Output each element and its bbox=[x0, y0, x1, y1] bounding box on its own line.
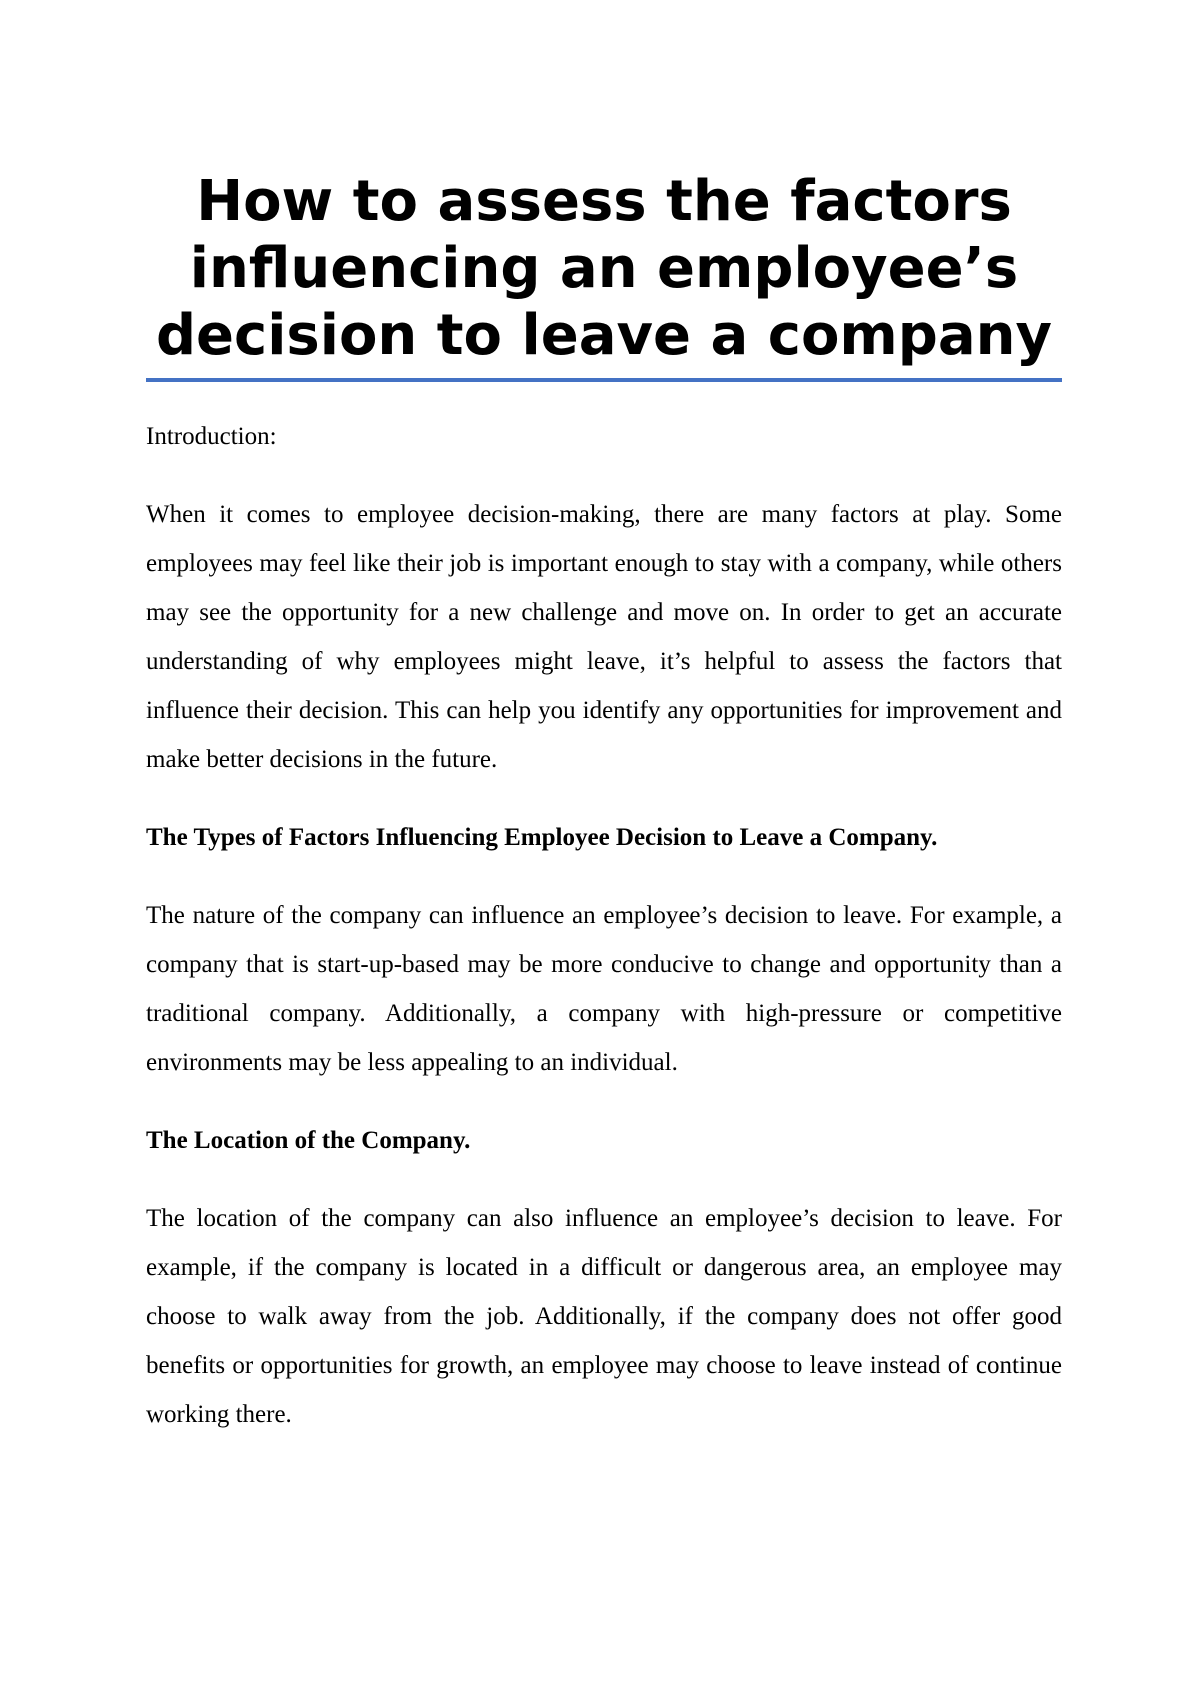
section-heading-location: The Location of the Company. bbox=[146, 1127, 471, 1154]
introduction-paragraph: When it comes to employee decision-making, there are many factors at play. Some employees may feel like their job is important enough to stay with a company, while others may see the opportunity for a new challenge and move on. In order to get an accurate understanding of why employees might leave, it’s helpful to assess the factors that influence their decision. This can help you identify any opportunities for improvement and make better decisions in the future. bbox=[146, 501, 1062, 773]
title-underline-rule bbox=[146, 378, 1062, 382]
document-content bbox=[146, 168, 1062, 1468]
section-heading-types-of-factors: The Types of Factors Influencing Employee Decision to Leave a Company. bbox=[146, 824, 938, 851]
document-title: How to assess the factors influencing an employee’s decision to leave a company bbox=[155, 169, 1053, 368]
introduction-label: Introduction: bbox=[146, 423, 277, 450]
section-paragraph-location: The location of the company can also influence an employee’s decision to leave. For example, if the company is located in a difficult or dangerous area, an employee may choose to walk away from the job. Additionally, if the company does not offer good benefits or opportunities for growth, an employee may choose to leave instead of continue working there. bbox=[146, 1205, 1062, 1428]
section-paragraph-types-of-factors: The nature of the company can influence an employee’s decision to leave. For example, a company that is start-up-based may be more conducive to change and opportunity than a traditional company. Additionally, a company with high-pressure or competitive environments may be less appealing to an individual. bbox=[146, 902, 1062, 1076]
